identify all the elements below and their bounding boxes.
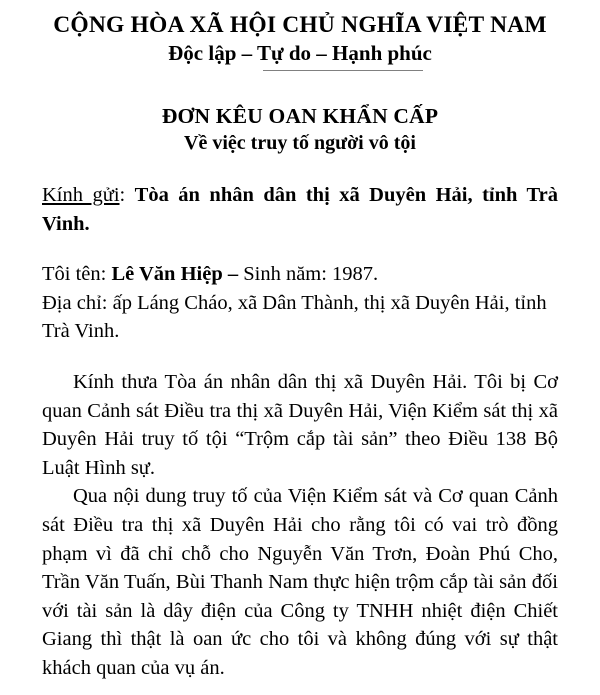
body-paragraphs <box>42 368 558 683</box>
name-value: Lê Văn Hiệp – <box>111 263 244 286</box>
motto-divider-rule <box>263 70 423 71</box>
document-title-block <box>42 102 558 157</box>
name-label: Tôi tên: <box>42 263 112 286</box>
national-header <box>42 0 558 71</box>
birth-year-text: Sinh năm: 1987. <box>243 263 379 286</box>
recipient-line <box>42 181 558 238</box>
name-line <box>42 260 558 289</box>
national-motto: Độc lập – Tự do – Hạnh phúc <box>168 41 432 65</box>
recipient-label: Kính gửi <box>42 184 120 206</box>
national-motto-wrapper <box>42 40 558 71</box>
body-paragraph-2: Qua nội dung truy tố của Viện Kiểm sát và Cơ quan Cảnh sát Điều tra thị xã Duyên Hải cho rằng tôi có vai trò đồng phạm vì đã chỉ chỗ cho Nguyễn Văn Trơn, Đoàn Phú Cho, Trần Văn Tuấn, Bùi Thanh Nam thực hiện trộm cắp tài sản đối với tài sản là dây điện của Công ty TNHH nhiệt điện Chiết Giang thì thật là oan ức cho tôi và không đúng với sự thật khách quan của vụ án. <box>42 485 558 679</box>
recipient-separator: : <box>119 184 135 206</box>
body-paragraph-1: Kính thưa Tòa án nhân dân thị xã Duyên Hải. Tôi bị Cơ quan Cảnh sát Điều tra thị xã Duyên Hải, Viện Kiểm sát thị xã Duyên Hải truy tố tội “Trộm cắp tài sản” theo Điều 138 Bộ Luật Hình sự. <box>42 370 558 479</box>
personal-info-block <box>42 260 558 346</box>
document-subtitle: Về việc truy tố người vô tội <box>184 132 416 154</box>
address-line: Địa chỉ: ấp Láng Cháo, xã Dân Thành, thị xã Duyên Hải, tỉnh Trà Vinh. <box>42 291 547 343</box>
document-title: ĐƠN KÊU OAN KHẨN CẤP <box>161 104 439 128</box>
document-body <box>42 181 558 683</box>
country-title: CỘNG HÒA XÃ HỘI CHỦ NGHĨA VIỆT NAM <box>53 12 547 38</box>
recipient-value: Tòa án nhân dân thị xã Duyên Hải, tỉnh Trà Vinh. <box>42 184 558 235</box>
